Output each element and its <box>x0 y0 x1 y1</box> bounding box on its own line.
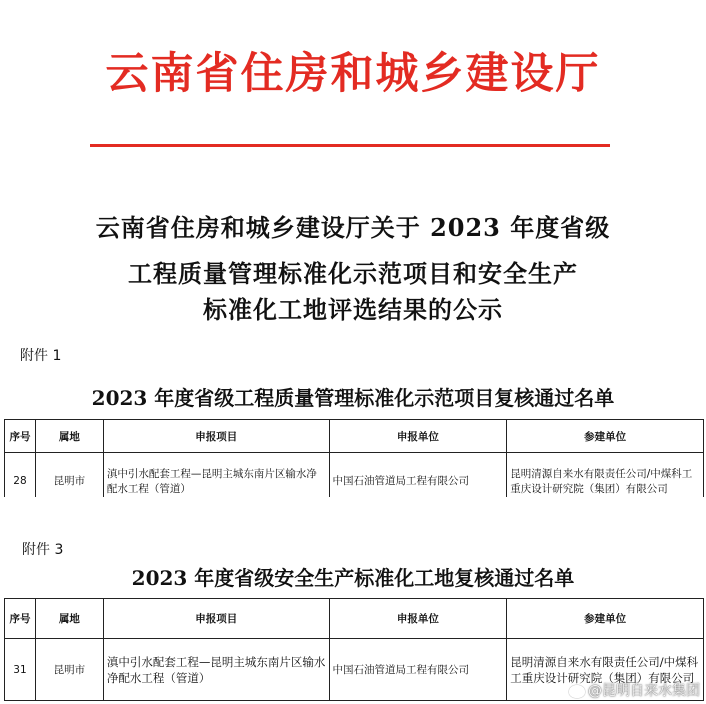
col-header-applicant: 申报单位 <box>329 420 507 453</box>
table-header-row <box>5 599 704 639</box>
col-header-project: 申报项目 <box>103 599 329 639</box>
cell-participants: 昆明清源自来水有限责任公司/中煤科工重庆设计研究院（集团）有限公司 <box>507 639 704 701</box>
col-header-seq: 序号 <box>5 599 36 639</box>
cell-project: 滇中引水配套工程—昆明主城东南片区输水净配水工程（管道） <box>103 453 329 509</box>
attachment-3-list-title: 2023 年度省级安全生产标准化工地复核通过名单 <box>131 566 575 590</box>
cell-region: 昆明市 <box>35 639 103 701</box>
watermark <box>569 680 700 700</box>
cell-seq: 31 <box>5 639 36 701</box>
attachment-3-label: 附件 3 <box>22 542 64 558</box>
attachment-1-list-title: 2023 年度省级工程质量管理标准化示范项目复核通过名单 <box>91 386 615 410</box>
col-header-project: 申报项目 <box>103 420 329 453</box>
section-gap <box>0 497 706 543</box>
cell-applicant: 中国石油管道局工程有限公司 <box>329 453 507 509</box>
letterhead-title: 云南省住房和城乡建设厅 <box>105 49 601 99</box>
watermark-text: @昆明自来水集团 <box>588 683 700 699</box>
col-header-participants: 参建单位 <box>507 420 704 453</box>
cell-project: 滇中引水配套工程—昆明主城东南片区输水净配水工程（管道） <box>103 639 329 701</box>
weibo-icon <box>569 685 585 698</box>
document-title-line-1: 云南省住房和城乡建设厅关于 2023 年度省级 <box>95 213 611 242</box>
letterhead-red-rule <box>90 144 610 147</box>
table-header-row <box>5 420 704 453</box>
col-header-region: 属地 <box>35 599 103 639</box>
document-title-line-2: 工程质量管理标准化示范项目和安全生产 <box>128 259 578 288</box>
cell-region: 昆明市 <box>35 453 103 509</box>
attachment-1-label: 附件 1 <box>20 348 62 364</box>
col-header-participants: 参建单位 <box>507 599 704 639</box>
cell-participants: 昆明清源自来水有限责任公司/中煤科工重庆设计研究院（集团）有限公司 <box>507 453 704 509</box>
col-header-seq: 序号 <box>5 420 36 453</box>
cell-applicant: 中国石油管道局工程有限公司 <box>329 639 507 701</box>
document-title-line-3: 标准化工地评选结果的公示 <box>203 295 503 324</box>
col-header-applicant: 申报单位 <box>329 599 507 639</box>
col-header-region: 属地 <box>35 420 103 453</box>
attachment-1-table <box>4 419 704 509</box>
cell-seq: 28 <box>5 453 36 509</box>
